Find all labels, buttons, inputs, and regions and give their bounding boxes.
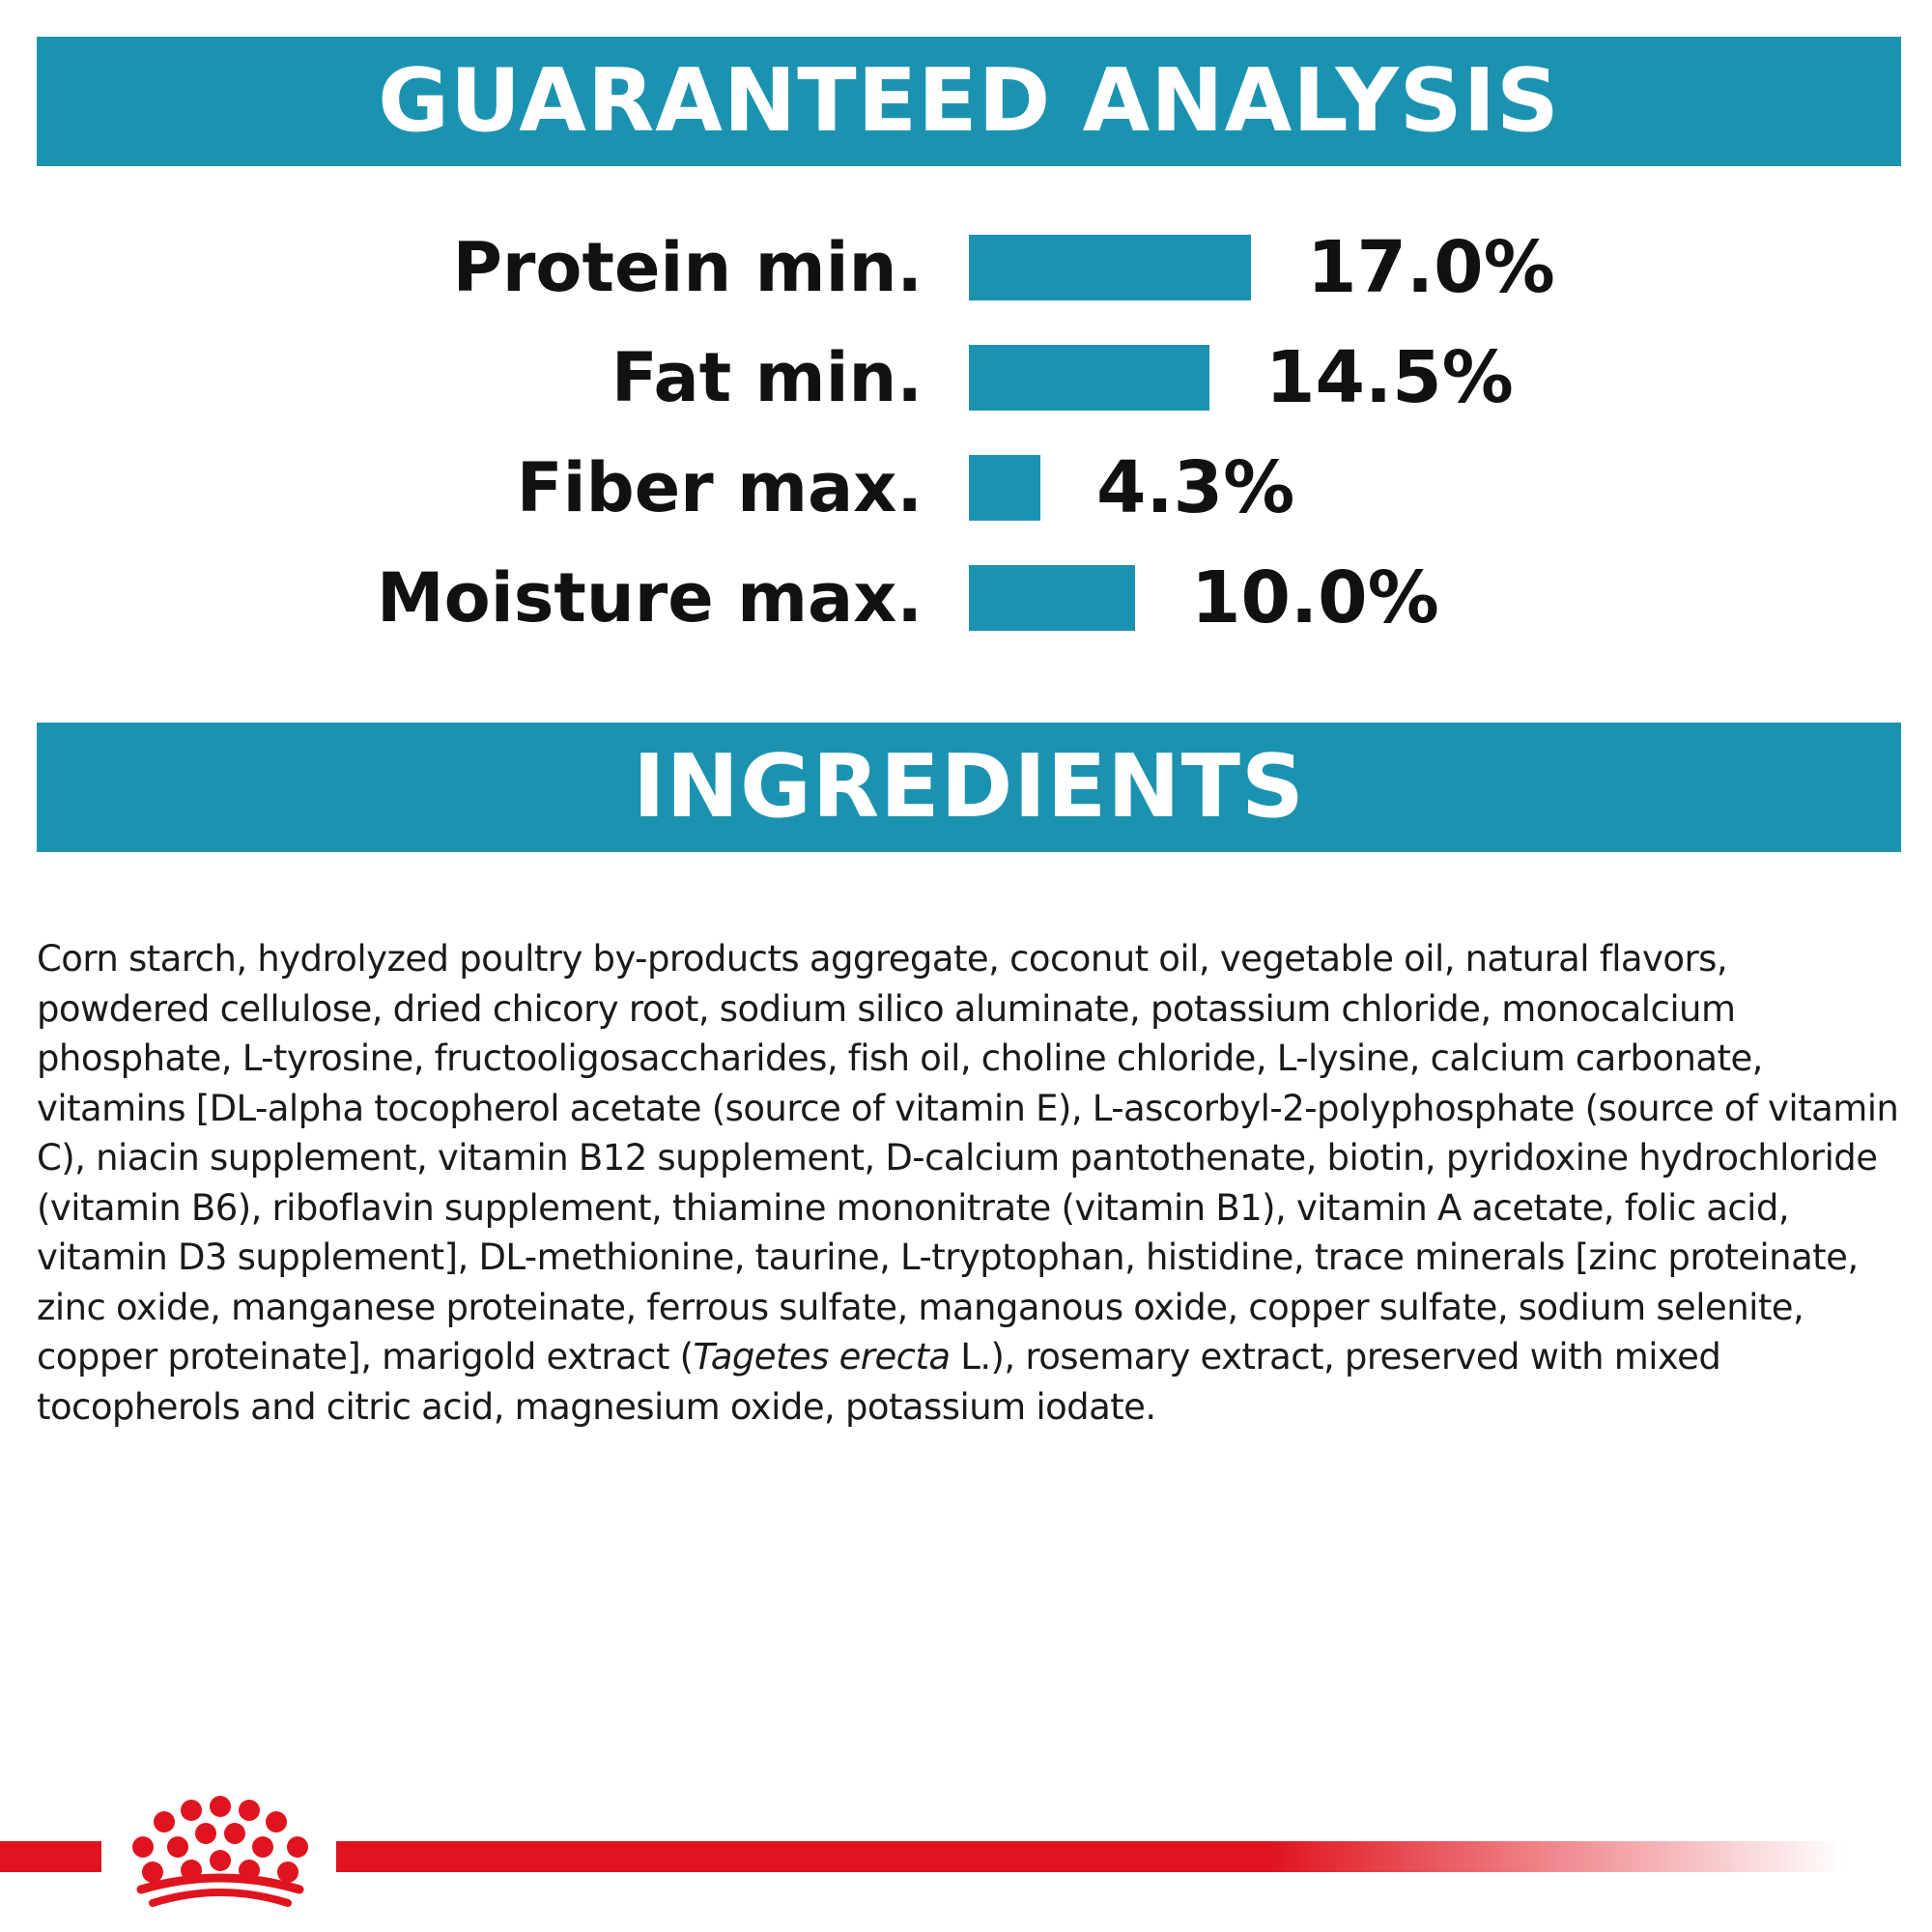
ingredients-list [37,934,1906,1432]
nutrient-bar [969,235,1251,300]
ingredients-text-part-1: Corn starch, hydrolyzed poultry by-products aggregate, coconut oil, vegetable oil, natural flavors, powdered cellulose, dried chicory root, sodium silico aluminate, potassium chloride, monocalcium phosphate, L-tyrosine, fructooligosaccharides, fish oil, choline chloride, L-lysine, calcium carbonate, vitamins [DL-alpha tocopherol acetate (source of vitamin E), L-ascorbyl-2-polyphosphate (source of vitamin C), niacin supplement, vitamin B12 supplement, D-calcium pantothenate, biotin, pyridoxine hydrochloride (vitamin B6), riboflavin supplement, thiamine mononitrate (vitamin B1), vitamin A acetate, folic acid, vitamin D3 supplement], DL-methionine, taurine, L-tryptophan, histidine, trace minerals [zinc proteinate, zinc oxide, manganese proteinate, ferrous sulfate, manganous oxide, copper sulfate, sodium selenite, copper proteinate], marigold extract ( [37,938,1899,1378]
nutrient-bar [969,565,1135,631]
guaranteed-analysis-banner [37,37,1901,166]
nutrient-value: 14.5% [1265,336,1514,419]
ingredients-italic-species: Tagetes erecta [693,1336,951,1378]
nutrient-label: Moisture max. [377,558,923,638]
analysis-row-moisture [0,545,1932,651]
ingredients-text-part-2: L.), rosemary extract, preserved with mixed tocopherols and citric acid, magnesium oxide, potassium iodate. [37,1336,1721,1428]
analysis-row-fiber [0,435,1932,541]
footer-red-line-left [0,1841,101,1872]
footer-red-line-right [336,1841,1843,1872]
nutrient-value: 10.0% [1191,556,1439,639]
guaranteed-analysis-title: GUARANTEED ANALYSIS [378,50,1560,152]
nutrient-bar [969,455,1040,521]
ingredients-banner [37,723,1901,852]
ingredients-title: INGREDIENTS [633,736,1305,838]
nutrient-value: 4.3% [1096,446,1295,529]
nutrient-label: Fat min. [611,338,923,417]
nutrient-label: Fiber max. [516,448,923,527]
analysis-row-protein [0,214,1932,321]
nutrient-label: Protein min. [452,228,923,307]
analysis-row-fat [0,325,1932,431]
nutrient-value: 17.0% [1307,226,1555,309]
crown-icon [114,1789,327,1915]
nutrient-bar [969,345,1209,411]
